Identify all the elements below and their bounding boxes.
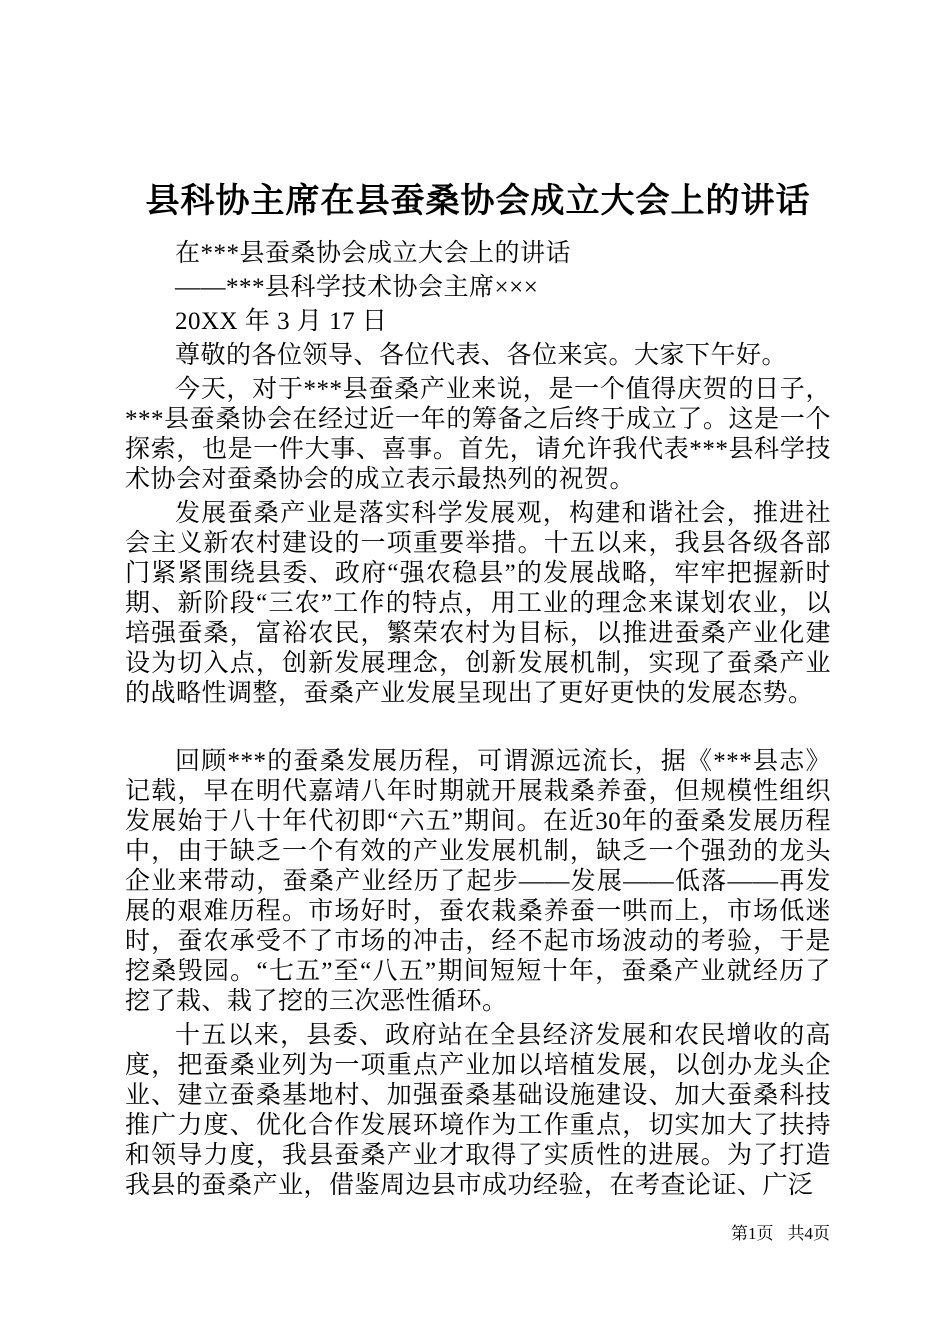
paragraph-greeting: 尊敬的各位领导、各位代表、各位来宾。大家下午好。 xyxy=(175,341,788,369)
paragraph: 今天，对于***县蚕桑产业来说，是一个值得庆贺的日子，***县蚕桑协会在经过近一年的筹备之后终于成立了。这是一个探索，也是一件大事、喜事。首先，请允许我代表***县科学技术协会对蚕桑协会的成立表示最热列的祝贺。 xyxy=(125,375,831,493)
blank-line xyxy=(125,713,831,743)
paragraph: 发展蚕桑产业是落实科学发展观，构建和谐社会，推进社会主义新农村建设的一项重要举措。十五以来，我县各级各部门紧紧围绕县委、政府“强农稳县”的发展战略，牢牢把握新时期、新阶段“三农”工作的特点，用工业的理念来谋划农业，以培强蚕桑，富裕农民，繁荣农村为目标，以推进蚕桑产业化建设为切入点，创新发展理念，创新发展机制，实现了蚕桑产业的战略性调整，蚕桑产业发展呈现出了更好更快的发展态势。 xyxy=(125,499,831,707)
paragraph: 回顾***的蚕桑发展历程，可谓源远流长，据《***县志》记载，早在明代嘉靖八年时期就开展栽桑养蚕，但规模性组织发展始于八十年代初即“六五”期间。在近30年的蚕桑发展历程中，由于缺乏一个有效的产业发展机制，缺乏一个强劲的龙头企业来带动，蚕桑产业经历了起步——发展——低落——再发展的艰难历程。市场好时，蚕农栽桑养蚕一哄而上，市场低迷时，蚕农承受不了市场的冲击，经不起市场波动的考验，于是挖桑毁园。“七五”至“八五”期间短短十年，蚕桑产业就经历了挖了栽、栽了挖的三次恶性循环。 xyxy=(125,747,831,1015)
paragraph-author: ——***县科学技术协会主席××× xyxy=(175,273,539,301)
paragraph: 十五以来，县委、政府站在全县经济发展和农民增收的高度，把蚕桑业列为一项重点产业加以培植发展，以创办龙头企业、建立蚕桑基地村、加强蚕桑基础设施建设、加大蚕桑科技推广力度、优化合作发展环境作为工作重点，切实加大了扶持和领导力度，我县蚕桑产业才取得了实质性的进展。为了打造我县的蚕桑产业，借鉴周边县市成功经验，在考查论证、广泛 xyxy=(125,1021,831,1199)
paragraph-subtitle: 在***县蚕桑协会成立大会上的讲话 xyxy=(175,239,572,267)
page-footer xyxy=(731,1219,830,1244)
page-number-label: 第1页 xyxy=(731,1224,774,1243)
document-body xyxy=(125,182,831,1205)
page-count-label: 共4页 xyxy=(787,1224,830,1243)
paragraph-date: 20XX 年 3 月 17 日 xyxy=(175,307,388,335)
document-title: 县科协主席在县蚕桑协会成立大会上的讲话 xyxy=(145,183,811,220)
